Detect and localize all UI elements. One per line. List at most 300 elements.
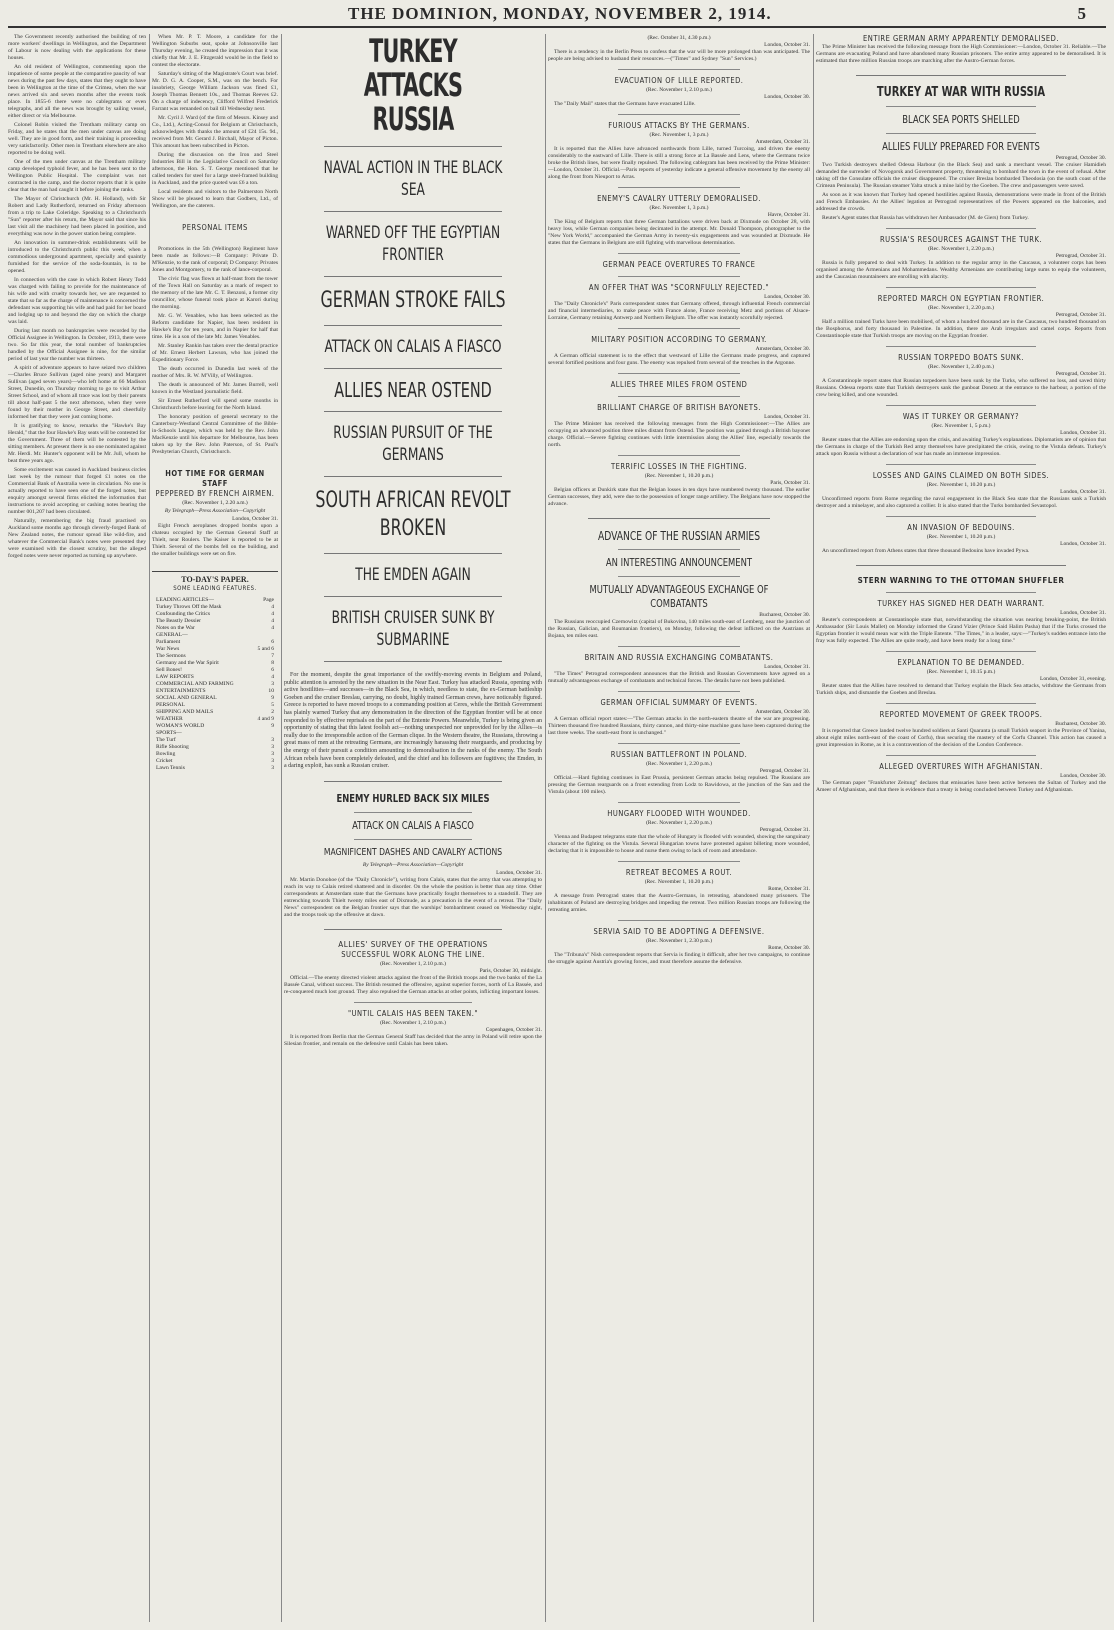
paragraph: A German official report states:—"The German attacks in the north-eastern theatre of the war are progressing. Thirteen thousand five hundred Russians, thirty cannon, and thirty-nine machine guns have been captured during the last three weeks. The south-east front is unchanged." <box>548 716 810 736</box>
byline: By Telegraph—Press Association—Copyright <box>164 508 266 514</box>
item-heading: RUSSIAN BATTLEFRONT IN POLAND. <box>610 750 748 759</box>
item-heading: REPORTED MARCH ON EGYPTIAN FRONTIER. <box>877 294 1045 303</box>
feature-page: 3 <box>271 758 274 764</box>
item-heading: FURIOUS ATTACKS BY THE GERMANS. <box>608 121 750 130</box>
todays-paper-title: TO-DAY'S PAPER. <box>152 571 278 584</box>
divider <box>588 518 770 519</box>
divider <box>618 691 740 692</box>
dateline: Rome, October 31. <box>768 886 810 892</box>
item-heading: ALLIES THREE MILES FROM OSTEND <box>610 380 748 389</box>
news-item <box>548 35 810 63</box>
received-note: (Rec. November 1, 10.20 p.m.) <box>926 534 996 540</box>
paragraph: A spirit of adventure appears to have seized two children—Charles Bruce Sullivan (aged nine years) and Margaret Sullivan (aged seven years)—who left home at 66 Madison Street, Dunedin, on Thursday morning to go to visit Arthur Street School, and of whom all trace was lost by their parents till about half-past 5 the next afternoon, when they were found by their mother in George Street, and cheerfully informed her that they were just coming home. <box>8 365 146 420</box>
news-item <box>548 253 810 270</box>
paragraph: Two Turkish destroyers shelled Odessa Harbour (in the Black Sea) and sank a merchant vessel. The cruiser Hamidieh demanded the surrender of Novogorsk and Government property, threatening to bombard the town in the event of refusal. After taking off the Consulate officials the cruiser disappeared. The cruiser Breslau bombarded Theodosia (on the south coast of the Crimean Peninsula). The Russian steamer Yalta struck a mine laid by the Goeben. The crew and passengers were saved. <box>816 162 1106 189</box>
divider <box>618 455 740 456</box>
paragraph: The "Daily Chronicle's" Paris correspondent states that Germany offered, through influential French commercial and financial intermediaries, to make peace with France alone, France receiving Metz and portions of Alsace-Lorraine, Germany retaining Antwerp and Northern Belgium. The offer was instantly scornfully rejected. <box>548 301 810 321</box>
feature-row <box>156 765 274 772</box>
feature-row <box>156 688 274 695</box>
section-headline: ADVANCE OF THE RUSSIAN ARMIES <box>597 529 761 543</box>
divider <box>886 516 1036 517</box>
dateline: Amsterdam, October 30. <box>755 709 810 715</box>
feature-label: SPORTS— <box>156 730 182 736</box>
received-note: (Rec. November 1, 2.20 p.m.) <box>646 820 712 826</box>
feature-page: 4 and 9 <box>257 716 274 722</box>
section-heading: ENTIRE GERMAN ARMY APPARENTLY DEMORALISED. <box>863 34 1059 43</box>
paragraph: An unconfirmed report from Athens states that three thousand Bedouins have invaded Pywa. <box>822 548 1030 554</box>
news-item <box>548 276 810 322</box>
headline-deck: ALLIES NEAR OSTEND <box>334 378 492 402</box>
feature-label: Sell Bones! <box>156 667 182 673</box>
divider <box>886 228 1036 229</box>
divider <box>324 553 502 554</box>
item-heading: AN INVASION OF BEDOUINS. <box>907 523 1015 532</box>
section-heading: HOT TIME FOR GERMAN STAFF <box>165 469 265 488</box>
dateline: Petrograd, October 31. <box>759 827 810 833</box>
divider <box>618 114 740 115</box>
paragraph: Unconfirmed reports from Rome regarding the naval engagement in the Black Sea state that the Russians sank a Turkish destroyer and a minelayer, and also captured a collier. It is also stated that the Turks bombarded Sevastopol. <box>816 496 1106 509</box>
dateline: London, October 31. <box>232 516 278 522</box>
news-item <box>548 373 810 390</box>
divider <box>354 839 472 840</box>
item-heading: BRILLIANT CHARGE OF BRITISH BAYONETS. <box>597 403 761 412</box>
dateline: Petrograd, October 31. <box>1055 312 1106 318</box>
item-heading: RUSSIAN TORPEDO BOATS SUNK. <box>898 353 1024 362</box>
divider <box>324 596 502 597</box>
divider <box>324 476 502 477</box>
paragraph: The German paper "Frankfurter Zeitung" declares that emissaries have been active between the Sultan of Turkey and the Ameer of Afghanistan, and that there is evidence that a treaty is being concluded between Turkey and Afghanistan. <box>816 780 1106 793</box>
section-headline: ENEMY HURLED BACK SIX MILES <box>336 791 490 805</box>
paragraph: The death occurred in Dunedin last week of the mother of Mrs. R. W. M'Villy, of Wellington. <box>152 366 278 379</box>
paragraph: "The Times" Petrograd correspondent announces that the British and Russian Governments have agreed on a mutually advantageous exchange of combatants and technical forces. The details have not been published. <box>548 671 810 684</box>
feature-row <box>156 758 274 765</box>
feature-label: SOCIAL AND GENERAL <box>156 695 217 701</box>
section-heading: STERN WARNING TO THE OTTOMAN SHUFFLER <box>857 576 1065 585</box>
dateline: Paris, October 30, midnight. <box>479 967 542 974</box>
paragraph: Naturally, remembering the big fraud practised on Auckland some months ago through cleverly-forged Bank of New Zealand notes, the rumour spread like wild-fire, and whatever the Commercial Bank's notes were presented they were examined with the closest scrutiny, but the alleged forged notes were never reported as turning up anywhere. <box>8 518 146 559</box>
main-headline: TURKEY ATTACKS RUSSIA <box>363 34 463 138</box>
divider <box>354 1002 472 1003</box>
feature-row <box>156 646 274 653</box>
item-heading: LOSSES AND GAINS CLAIMED ON BOTH SIDES. <box>872 471 1050 480</box>
divider <box>886 703 1036 704</box>
item-heading: GERMAN PEACE OVERTURES TO FRANCE <box>602 260 756 269</box>
headline-deck: BRITISH CRUISER SUNK BY SUBMARINE <box>331 608 495 650</box>
feature-row <box>156 618 274 625</box>
paragraph: The honorary position of general secretary to the Canterbury-Westland Central Committee of the Bible-in-Schools League, which was held by the Rev. John MacKenzie until his departure for Melbourne, has been taken up by the Rev. John Paterson, of St. Paul's Presbyterian Church, Christchurch. <box>152 414 278 455</box>
divider <box>886 592 1036 593</box>
feature-row <box>156 681 274 688</box>
divider <box>856 565 1066 566</box>
feature-label: GENERAL— <box>156 632 188 638</box>
divider <box>886 133 1036 134</box>
column-2 <box>152 34 278 1622</box>
headline-deck: ATTACK ON CALAIS A FIASCO <box>324 337 502 357</box>
received-note: (Rec. November 1, 3 p.m.) <box>649 132 709 138</box>
item-heading: WAS IT TURKEY OR GERMANY? <box>902 412 1020 421</box>
dateline: London, October 30. <box>1060 773 1106 779</box>
divider <box>618 743 740 744</box>
divider <box>324 929 502 930</box>
feature-page: 10 <box>268 688 274 694</box>
divider <box>618 396 740 397</box>
feature-row <box>156 702 274 709</box>
dateline: Paris, October 31. <box>770 480 810 486</box>
feature-row <box>156 597 274 604</box>
paragraph: Some excitement was caused in Auckland business circles last week by the rumour that forged £1 notes on the Commercial Bank of Australia were in circulation. No one is actually reported to have seen one of the forged notes, but enquiry amongst several firms elicited the information that instructions to avoid accepting or cashing notes bearing the number 001,207 had been circulated. <box>8 467 146 515</box>
section-subheading: PEPPERED BY FRENCH AIRMEN. <box>155 489 275 498</box>
feature-label: The Beastly Dessier <box>156 618 202 624</box>
received-note: (Rec. November 1, 2.10 p.m.) <box>380 960 446 967</box>
dateline: London, October 31. <box>1060 541 1106 547</box>
paragraph: The Russians reoccupied Czernowitz (capital of Bukovina, 140 miles south-east of Lemberg, near the junction of the Russian, Galician, and Roumanian frontiers), on Monday, following the defeat inflicted on the Austrians at Bojana, ten miles east. <box>548 619 810 639</box>
news-item <box>816 651 1106 697</box>
feature-row <box>156 730 274 737</box>
paragraph: A German official statement is to the effect that westward of Lille the Germans made progress, and captured several fortified positions and four guns. The enemy was repulsed from several of the trenches in the Argonne. <box>548 353 810 366</box>
paragraph: An innovation in summer-drink establishments will be introduced to the Christchurch public this week, when a commodious underground apartment, specially and quaintly furnished for the service of the soda-fountain, is to be opened. <box>8 240 146 274</box>
section-headline: ATTACK ON CALAIS A FIASCO <box>352 818 474 832</box>
feature-row <box>156 653 274 660</box>
news-item <box>816 228 1106 281</box>
dateline: Amsterdam, October 30. <box>755 346 810 352</box>
news-item <box>548 646 810 685</box>
dateline: London, October 31. <box>764 414 810 420</box>
item-heading: HUNGARY FLOODED WITH WOUNDED. <box>607 809 751 818</box>
divider <box>886 651 1036 652</box>
features-list <box>156 597 274 772</box>
feature-label: Bowling <box>156 751 176 757</box>
item-heading: MILITARY POSITION ACCORDING TO GERMANY. <box>591 335 767 344</box>
dateline: London, October 31. <box>764 664 810 670</box>
paragraph: The Government recently authorised the building of ten more workers' dwellings in Wellington, and the Department of Labour is now dealing with the applications for these houses. <box>8 34 146 61</box>
feature-page: Page <box>263 597 274 603</box>
paragraph: Reuter's Agent states that Russia has withdrawn her Ambassador (M. de Giers) from Turkey. <box>822 215 1029 221</box>
news-item <box>548 743 810 796</box>
divider <box>618 549 740 550</box>
item-heading: GERMAN OFFICIAL SUMMARY OF EVENTS. <box>600 698 758 707</box>
feature-page: 8 <box>271 660 274 666</box>
feature-page: 6 <box>271 667 274 673</box>
feature-row <box>156 751 274 758</box>
news-item <box>816 287 1106 340</box>
news-item <box>816 755 1106 794</box>
feature-label: Turkey Throws Off the Mask <box>156 604 222 610</box>
page-number: 5 <box>1077 4 1086 23</box>
news-items <box>548 612 810 966</box>
paragraph: Reuter states that the Allies are endorsing upon the crisis, and awaiting Turkey's explanations. Diplomatists are of opinion that the Germans in charge of the Turkish Red army themselves have precipitated the crisis, owing to the Vistula defeats. Turkey's attack upon Russia without a declaration of war has made an immense impression. <box>816 437 1106 457</box>
item-heading: RUSSIA'S RESOURCES AGAINST THE TURK. <box>879 235 1043 244</box>
byline: By Telegraph—Press Association—Copyright <box>362 861 464 868</box>
dateline: London, October 31. <box>1060 430 1106 436</box>
divider <box>856 75 1066 76</box>
paragraph: Colonel Robin visited the Trentham military camp on Friday, and he states that the men under canvas are doing well. They are in good form, and their training is proceeding very satisfactorily. Other men in Trentham elsewhere are also reported to be doing well. <box>8 122 146 156</box>
divider <box>886 106 1036 107</box>
feature-row <box>156 611 274 618</box>
dateline: Petrograd, October 31. <box>759 768 810 774</box>
dateline: Bucharest, October 30. <box>759 612 810 618</box>
dateline: London, October 30. <box>764 94 810 100</box>
column-3 <box>284 34 542 1622</box>
feature-row <box>156 695 274 702</box>
feature-label: WEATHER <box>156 716 183 722</box>
section-headline: MAGNIFICENT DASHES AND CAVALRY ACTIONS <box>323 846 503 858</box>
paragraph: One of the men under canvas at the Trentham military camp developed typhoid fever, and he has been sent to the Wellington Public Hospital. The complaint was not contracted in the camp, and the doctor reports that it is quite clear that the man had caught it before joining the ranks. <box>8 159 146 193</box>
feature-row <box>156 723 274 730</box>
section-heading: "UNTIL CALAIS HAS BEEN TAKEN." <box>348 1008 478 1018</box>
divider <box>618 328 740 329</box>
dateline: Petrograd, October 30. <box>1055 155 1106 161</box>
section-heading: PERSONAL ITEMS <box>182 223 248 232</box>
feature-row <box>156 632 274 639</box>
feature-label: Cricket <box>156 758 173 764</box>
feature-page: 3 <box>271 737 274 743</box>
masthead <box>8 2 1106 28</box>
paragraph: Saturday's sitting of the Magistrate's Court was brief. Mr. D. G. A. Cooper, S.M., was on the bench. For insobriety, George William Jackson was fined £1, Joseph Thomas Bennett 10s., and Thomas Reeves £2. On a charge of indecency, Clifford Wilfred Frederick Farrant was remanded on bail till Wednesday next. <box>152 71 278 112</box>
received-note: (Rec. November 1, 5 p.m.) <box>931 423 991 429</box>
paragraph: Russia is fully prepared to deal with Turkey. In addition to the regular army in the Caucasus, a volunteer corps has been organised among the Armenians and Mohammedans. Wealthy Armenians are contributing large sums to equip the volunteers, and the Caucasian mountaineers are enrolling with alacrity. <box>816 260 1106 280</box>
feature-page: 3 <box>271 751 274 757</box>
feature-page: 9 <box>271 695 274 701</box>
item-heading: BRITAIN AND RUSSIA EXCHANGING COMBATANTS. <box>584 653 774 662</box>
news-item <box>548 114 810 181</box>
item-heading: EXPLANATION TO BE DEMANDED. <box>897 658 1025 667</box>
paragraph: It is reported from Berlin that the German General Staff has decided that the army in Poland will retire upon the Silesian frontier, and remain on the defensive until Calais has been taken. <box>284 1033 542 1047</box>
feature-page: 4 <box>271 674 274 680</box>
headline-deck: SOUTH AFRICAN REVOLT BROKEN <box>315 488 511 541</box>
divider <box>886 346 1036 347</box>
paragraph: The Mayor of Christchurch (Mr. H. Holland), with Sir Robert and Lady Rutherford, returned on Friday afternoon from a trip to Lake Coleridge. Speaking to a Christchurch "Sun" reporter after his return, the Mayor said that since his last visit all the machinery had been placed in position, and everything was now in the power station being complete. <box>8 196 146 237</box>
section-headline: TURKEY AT WAR WITH RUSSIA <box>876 85 1046 100</box>
feature-label: ENTERTAINMENTS <box>156 688 206 694</box>
dateline: London, October 31. <box>1060 489 1106 495</box>
divider <box>886 755 1036 756</box>
divider <box>618 69 740 70</box>
section-headline: AN INTERESTING ANNOUNCEMENT <box>605 556 753 569</box>
paragraph: Promotions in the 5th (Wellington) Regiment have been made as follows:—B Company: Private D. M'Kenzie, to the rank of corporal; D Company: Privates Jones and Montgomery, to the rank of lance-corporal. <box>152 246 278 273</box>
divider <box>618 253 740 254</box>
feature-page: 4 <box>271 611 274 617</box>
item-heading: SERVIA SAID TO BE ADOPTING A DEFENSIVE. <box>593 927 765 936</box>
column-rule <box>149 34 150 1622</box>
paragraph: The civic flag was flown at half-mast from the tower of the Town Hall on Saturday as a mark of respect to the memory of the late Mr. C. T. Benzoni, a former city councillor, whose funeral took place at Karori during the morning. <box>152 276 278 310</box>
feature-page: 5 and 6 <box>257 646 274 652</box>
news-item <box>548 396 810 449</box>
news-item <box>816 464 1106 510</box>
dateline: London, October 31. <box>1060 610 1106 616</box>
feature-page: 4 <box>271 625 274 631</box>
paragraph: The "Daily Mail" states that the Germans have evacuated Lille. <box>554 101 696 107</box>
feature-page: 7 <box>271 653 274 659</box>
divider <box>886 287 1036 288</box>
paragraph: Mr. G. W. Venables, who has been selected as the Reform candidate for Napier, has been resident in Hawke's Bay for ten years, and in Napier for half that time. He is a son of the late Mr. James Venables. <box>152 313 278 340</box>
column-4 <box>548 34 810 1622</box>
item-heading: TERRIFIC LOSSES IN THE FIGHTING. <box>610 462 747 471</box>
feature-label: Parliament <box>156 639 181 645</box>
received-note: (Rec. November 1, 2.20 p.m.) <box>646 761 712 767</box>
feature-row <box>156 737 274 744</box>
feature-label: Lawn Tennis <box>156 765 185 771</box>
news-item <box>548 861 810 914</box>
headline-deck: GERMAN STROKE FAILS <box>320 288 506 313</box>
feature-label: Germany and the War Spirit <box>156 660 219 666</box>
news-item <box>548 187 810 247</box>
news-item <box>548 691 810 737</box>
dateline: London, October 31, evening. <box>1040 676 1106 682</box>
feature-page: 6 <box>271 639 274 645</box>
received-note: (Rec. November 1, 2.10 p.m.) <box>646 87 712 93</box>
divider <box>324 781 502 782</box>
news-item <box>816 592 1106 645</box>
dateline: Copenhagen, October 31. <box>485 1026 542 1033</box>
news-item <box>548 920 810 966</box>
received-note: (Rec. November 1, 10.15 p.m.) <box>926 669 996 675</box>
news-items <box>548 35 810 508</box>
dateline: Petrograd, October 31. <box>1055 253 1106 259</box>
news-item <box>816 703 1106 749</box>
headline-deck: WARNED OFF THE EGYPTIAN FRONTIER <box>325 223 501 265</box>
dateline: Rome, October 30. <box>768 945 810 951</box>
divider <box>618 802 740 803</box>
news-item <box>548 455 810 508</box>
received-note: (Rec. November 1, 2.30 p.m.) <box>646 938 712 944</box>
feature-page: 9 <box>271 723 274 729</box>
feature-page: 3 <box>271 744 274 750</box>
feature-row <box>156 660 274 667</box>
feature-page: 4 <box>271 604 274 610</box>
paragraph: Mr. Martin Donohoe (of the "Daily Chronicle"), writing from Calais, states that the army that was attempting to reach its way to Calais retired shattered and in disorder. On the whole the position is better than any time. Other correspondents at Amsterdam state that the Germans have practically fought themselves to a standstill. They are entrenching towards Thielt twenty miles east of Dixmude, as a precaution in the event of a retreat. The "Daily News" correspondent on the Belgian frontier says that the warships' bombardment ceased on Wednesday night, and the troops took up the offensive at dawn. <box>284 876 542 918</box>
feature-label: PERSONAL <box>156 702 185 708</box>
item-heading: AN OFFER THAT WAS "SCORNFULLY REJECTED." <box>588 283 770 292</box>
feature-row <box>156 667 274 674</box>
dateline: Amsterdam, October 31. <box>755 139 810 145</box>
received-note: (Rec. November 1, 2.40 p.m.) <box>928 364 994 370</box>
feature-row <box>156 625 274 632</box>
received-note: (Rec. November 1, 2.20 p.m.) <box>928 246 994 252</box>
paragraph: During the discussion on the Iron and Steel Industries Bill in the Legislative Council on Saturday afternoon, the Hon. S. T. George mentioned that he called tenders for steel for a large steel-framed building in Auckland, and the price quoted was £6 a ton. <box>152 152 278 186</box>
received-note: (Rec. November 1, 2.20 p.m.) <box>928 305 994 311</box>
feature-label: LAW REPORTS <box>156 674 194 680</box>
paragraph: In connection with the case in which Robert Henry Todd was charged with failing to provide for the maintenance of his wife and with cruelty towards her, we are requested to state that so far as the charge of maintenance is concerned the defendant was supporting his wife and had paid for her board and lodging up to and beyond the day on which the charge was laid. <box>8 277 146 325</box>
feature-page: 3 <box>271 681 274 687</box>
paragraph: The King of Belgium reports that three German battalions were driven back at Dixmude on October 28, with heavy loss, while German companies being decimated in the attempt. Mr. Donald Thompson, photographer to the "New York World," accompanied the German Army in twenty-six engagements and was wounded at Dixmude. He states that the Germans in Belgium are still fighting with marvellous determination. <box>548 219 810 246</box>
feature-row <box>156 744 274 751</box>
news-items <box>816 592 1106 794</box>
item-heading: TURKEY HAS SIGNED HER DEATH WARRANT. <box>877 599 1045 608</box>
divider <box>324 325 502 326</box>
paragraph: The death is announced of Mr. James Burrell, well known in the Westland journalistic field. <box>152 382 278 395</box>
intro-paragraph: For the moment, despite the great importance of the swiftly-moving events in Belgium and Poland, public attention is arrested by the new situation in the Near East. Turkey has attacked Russia, opening with active hostilities—and successes—in the Black Sea, in which, needless to state, the ex-German battleship Goeben and the cruiser Breslau, carrying, no doubt, highly trained German crews, have noticeably figured. Greece is reported to have moved troops to a commanding position at Ceres, while the British Government has plainly warned Turkey that any demonstration in the direction of the Egyptian frontier will be at once responded to by effective reprisals on the part of the Entente Powers. Meanwhile, Turkey is being given an opportunity of stating that this latest foolish act—nothing unexpected nor unprovided for by the Allies—is really due to the irresponsible action of the German clique. In the Western theatre, the Russians, throwing a great mass of men at the retreating Germans, are increasingly harassing their rearguards, and producing by the energy of their pursuit a condition amounting to demoralisation in the ranks of the enemy. The South African rebels have been completely defeated, and the chief and his followers are fugitives; the Emden, in a daring exploit, has sunk a Russian cruiser. <box>284 672 542 770</box>
feature-label: The Turf <box>156 737 176 743</box>
dateline: Havre, October 31. <box>767 212 810 218</box>
divider <box>618 187 740 188</box>
paragraph: A message from Petrograd states that the Austro-Germans, in retreating, abandoned many prisoners. The inhabitants of Poland are destroying bridges and impeding the retreat. Two million Russian troops are following the retreating armies. <box>548 893 810 913</box>
paragraph: The Prime Minister has received the following messages from the High Commissioner:—The Allies are occupying an advanced position three miles distant from Ostend. The position was gained through a British bayonet charge. Official.—Severe fighting continues with little intermission along the Allies' line, especially towards the north. <box>548 421 810 448</box>
feature-label: Rifle Shooting <box>156 744 189 750</box>
paragraph: Belgian officers at Dunkirk state that the Belgian losses in ten days have numbered twenty thousand. The earlier German successes, they add, were due to the possession of longer range artillery. The Belgians have now stopped the advance. <box>548 487 810 507</box>
news-item <box>548 612 810 640</box>
divider <box>324 411 502 412</box>
column-rule <box>813 34 814 1622</box>
paragraph: An old resident of Wellington, commenting upon the impatience of some people at the comparative paucity of war news during the past few days, states that they ought to have been in Wellington at the time of the Crimea, when the war news arrived six and seven months after the events took place. In 1855-6 there were no cablegrams or even telegraphs, and all the news was brought by sailing vessel, either direct or via Melbourne. <box>8 64 146 119</box>
divider <box>618 276 740 277</box>
paragraph: The "Tribuna's" Nish correspondent reports that Servia is finding it difficult, after her two campaigns, to continue the struggle against Austria's growing forces, and must therefore assume the defensive. <box>548 952 810 965</box>
feature-page: 5 <box>271 702 274 708</box>
todays-paper-subtitle: SOME LEADING FEATURES. <box>173 585 257 592</box>
section-headline: ALLIES FULLY PREPARED FOR EVENTS <box>882 140 1040 153</box>
received-note: (Rec. November 1, 3 p.m.) <box>649 205 709 211</box>
news-items <box>816 228 1106 555</box>
divider <box>354 812 472 813</box>
news-item <box>816 516 1106 555</box>
dateline: London, October 31. <box>496 869 542 876</box>
divider <box>618 646 740 647</box>
divider <box>324 368 502 369</box>
paragraph: There is a tendency in the Berlin Press to confess that the war will be more prolonged than was anticipated. The people are being advised to husband their resources.—("Times" and Sydney "Sun" Services.) <box>548 49 810 62</box>
feature-page: 3 <box>271 765 274 771</box>
section-subheading: SUCCESSFUL WORK ALONG THE LINE. <box>341 949 485 959</box>
feature-label: LEADING ARTICLES— <box>156 597 214 603</box>
paragraph: Reuter states that the Allies have resolved to demand that Turkey explain the Black Sea attacks, withdraw the Germans from Turkish ships, and dismantle the Goeben and Breslau. <box>816 683 1106 696</box>
headline-deck: RUSSIAN PURSUIT OF THE GERMANS <box>333 423 493 465</box>
received-note: (Rec. November 1, 10.20 p.m.) <box>644 879 714 885</box>
divider <box>324 661 502 662</box>
news-item <box>548 69 810 108</box>
item-heading: REPORTED MOVEMENT OF GREEK TROOPS. <box>879 710 1043 719</box>
received-note: (Rec. November 1, 10.20 p.m.) <box>926 482 996 488</box>
paragraph: Local residents and visitors to the Palmerston North Show will be pleased to learn that Godbers, Ltd., of Wellington, are the caterers. <box>152 189 278 209</box>
feature-label: War News <box>156 646 180 652</box>
dateline: Bucharest, October 30. <box>1055 721 1106 727</box>
dateline: London, October 31. <box>764 42 810 48</box>
feature-label: Confounding the Critics <box>156 611 211 617</box>
masthead-title: THE DOMINION, MONDAY, NOVEMBER 2, 1914. <box>348 4 772 23</box>
paragraph: Reuter's correspondents at Constantinople state that, notwithstanding the situation was nearing breaking-point, the British Ambassador (Sir Louis Mallet) on Monday informed the Grand Vizier (Prince Said Halim Pasha) that if the Turks crossed the Egyptian frontier it would mean war with the Triple Entente. "The Times," in a leader, says:—"Turkey's sudden entrance into the fray was fully expected. The Allies are quite ready, and have been ready for a long time." <box>816 617 1106 644</box>
dateline: Petrograd, October 31. <box>1055 371 1106 377</box>
divider <box>324 211 502 212</box>
received-note: (Rec. November 1, 2.10 p.m.) <box>380 1019 446 1026</box>
paragraph: Official.—The enemy directed violent attacks against the front of the British troops and the two banks of the La Bassée Canal, without success. The British resumed the offensive, against superior forces, north of La Bassée, and re-conquered much lost ground. They also repulsed the German attacks at other points, inflicting important losses. <box>284 974 542 995</box>
feature-label: WOMAN'S WORLD <box>156 723 205 729</box>
divider <box>618 373 740 374</box>
paragraph: Sir Ernest Rutherford will spend some months in Christchurch before leaving for the North Island. <box>152 398 278 411</box>
feature-label: SHIPPING AND MAILS <box>156 709 214 715</box>
paragraph: It is reported that the Allies have advanced northwards from Lille, turned Turcoing, and driven the enemy considerably to the eastward of Lille. There is still a strong force at La Bassée and Lens, where the Germans twice broke the British lines, but were finally repulsed. The following cablegram has been received by the Prime Minister:—London, October 31. Official.—Paris reports of yesterday indicate a general offensive movement by the enemy all along the front from Nieuport to Arras. <box>548 146 810 180</box>
feature-row <box>156 709 274 716</box>
column-rule <box>281 34 282 1622</box>
paragraph: Vienna and Budapest telegrams state that the whole of Hungary is flooded with wounded, showing the sanguinary character of the fighting on the Vistula. Several Hungarian towns have protested against billeting more wounded, declaring that it is impossible to house and nurse them owing to lack of room and attendance. <box>548 834 810 854</box>
paragraph: As soon as it was known that Turkey had opened hostilities against Russia, demonstrations were made in front of the British and French Embassies. At the Allies' legation at Petrograd representatives of the Powers appeared on the balconies, and addressed the crowds. <box>816 192 1106 212</box>
dateline: London, October 30. <box>764 294 810 300</box>
divider <box>324 276 502 277</box>
item-heading: ALLEGED OVERTURES WITH AFGHANISTAN. <box>879 762 1043 771</box>
received-note: (Rec. November 1, 10.20 p.m.) <box>644 473 714 479</box>
section-heading: ALLIES' SURVEY OF THE OPERATIONS <box>338 939 488 949</box>
news-item <box>816 346 1106 399</box>
section-headline: MUTUALLY ADVANTAGEOUS EXCHANGE OF COMBATANTS <box>589 583 769 610</box>
news-item <box>816 405 1106 458</box>
feature-page: 4 <box>271 618 274 624</box>
divider <box>886 464 1036 465</box>
item-heading: RETREAT BECOMES A ROUT. <box>625 868 733 877</box>
divider <box>618 861 740 862</box>
item-heading: ENEMY'S CAVALRY UTTERLY DEMORALISED. <box>597 194 761 203</box>
feature-row <box>156 674 274 681</box>
feature-row <box>156 639 274 646</box>
feature-label: The Sermons <box>156 653 186 659</box>
paragraph: Mr. Stanley Rankin has taken over the dental practice of Mr. Ernest Herbert Lawson, who has joined the Expeditionary Force. <box>152 343 278 363</box>
headline-deck: THE EMDEN AGAIN <box>355 565 471 585</box>
news-item <box>548 328 810 367</box>
